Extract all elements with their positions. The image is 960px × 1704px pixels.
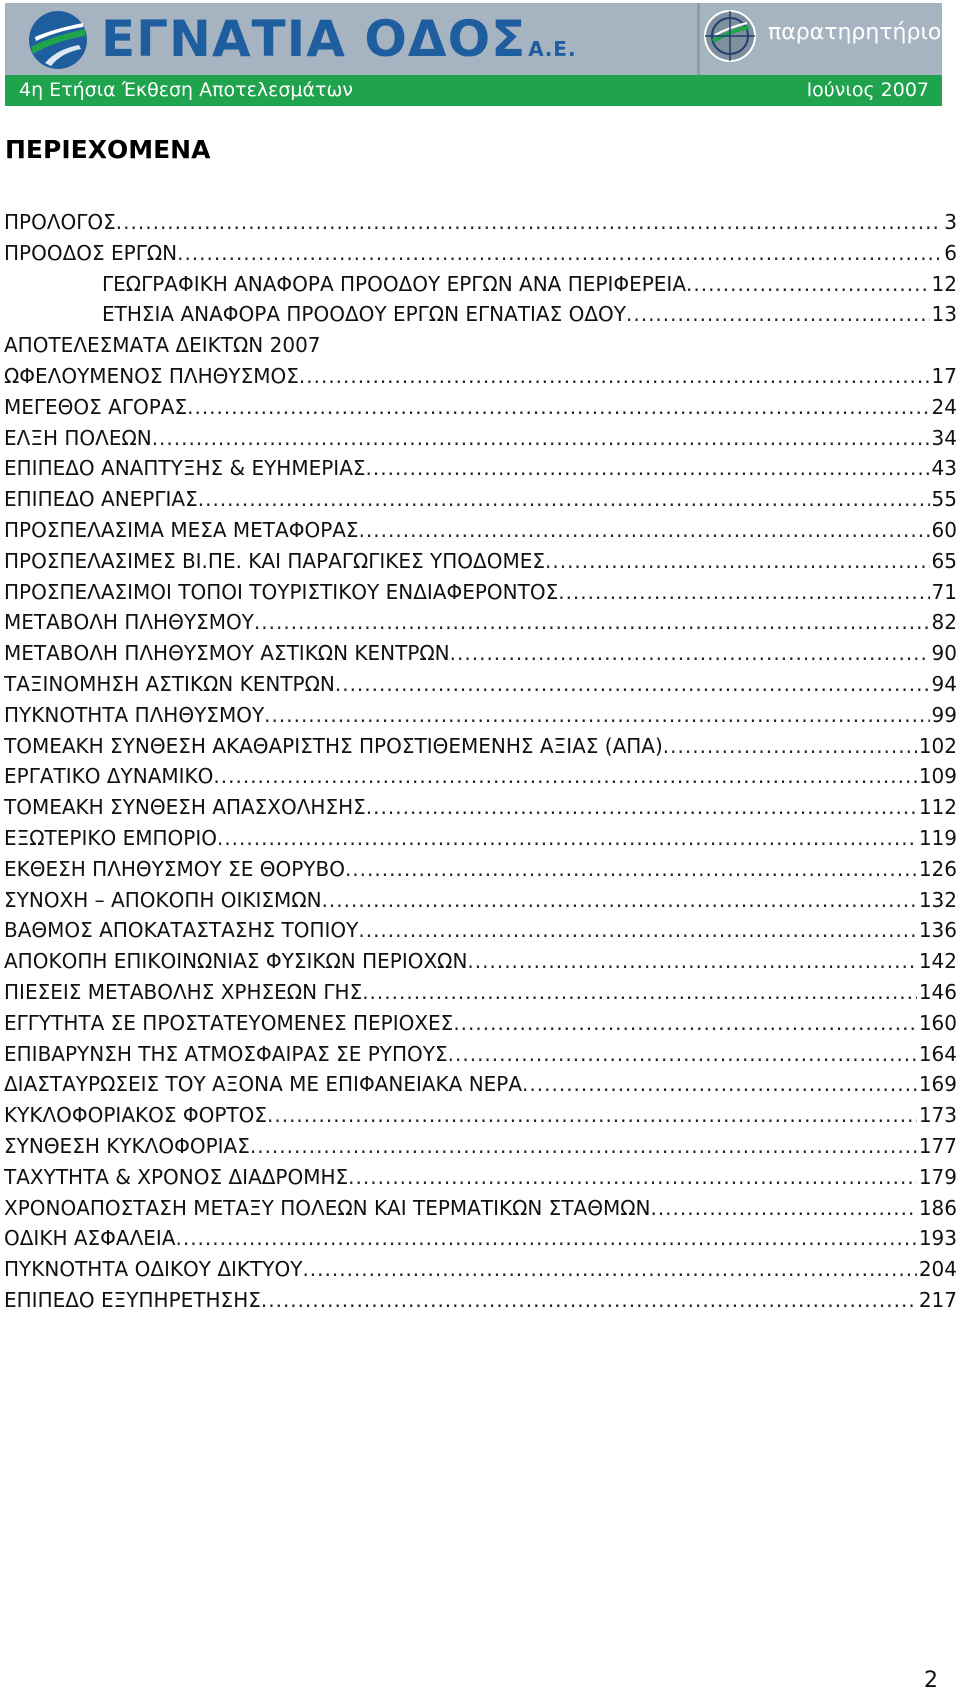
report-title: 4η Ετήσια Έκθεση Αποτελεσμάτων: [19, 79, 353, 101]
toc-entry[interactable]: [4, 452, 957, 485]
toc-entry-page: 90: [931, 641, 957, 666]
toc-entry[interactable]: [4, 791, 957, 824]
toc-entry-page: 24: [931, 394, 957, 419]
toc-entry-title: ΜΕΤΑΒΟΛΗ ΠΛΗΘΥΣΜΟΥ ΑΣΤΙΚΩΝ ΚΕΝΤΡΩΝ: [4, 641, 450, 666]
toc-entry[interactable]: [4, 914, 957, 947]
toc-dot-leader: [686, 268, 930, 301]
toc-dot-leader: [348, 1161, 917, 1194]
brand-name: ΕΓΝΑΤΙΑ ΟΔΟΣ Α.Ε.: [101, 10, 577, 68]
toc-entry-page: 169: [918, 1072, 957, 1097]
toc-dot-leader: [335, 668, 930, 701]
toc-entry-page: 177: [918, 1134, 957, 1158]
toc-entry-title: ΠΡΟΣΠΕΛΑΣΙΜΟΙ ΤΟΠΟΙ ΤΟΥΡΙΣΤΙΚΟΥ ΕΝΔΙΑΦΕΡΟΝΤΟΣ: [4, 579, 559, 604]
toc-entry-page: 204: [918, 1257, 957, 1282]
toc-dot-leader: [522, 1068, 917, 1101]
toc-entry-page: 65: [931, 548, 957, 573]
toc-entry-page: 82: [931, 610, 957, 635]
toc-entry[interactable]: [4, 206, 957, 239]
toc-dot-leader: [302, 1253, 916, 1286]
toc-entry-page: 43: [931, 456, 957, 481]
toc-entry[interactable]: [4, 1068, 957, 1101]
toc-entry-title: ΕΠΙΒΑΡΥΝΣΗ ΤΗΣ ΑΤΜΟΣΦΑΙΡΑΣ ΣΕ ΡΥΠΟΥΣ: [4, 1041, 448, 1066]
toc-entry[interactable]: [4, 483, 957, 516]
toc-entry-title: ΕΞΩΤΕΡΙΚΟ ΕΜΠΟΡΙΟ: [4, 826, 217, 850]
toc-entry[interactable]: [4, 1284, 957, 1317]
toc-dot-leader: [254, 606, 930, 639]
toc-entry-page: 186: [918, 1195, 957, 1220]
toc-entry-title: ΕΚΘΕΣΗ ΠΛΗΘΥΣΜΟΥ ΣΕ ΘΟΡΥΒΟ: [4, 856, 345, 881]
toc-entry[interactable]: [4, 1253, 957, 1286]
toc-entry-title: ΕΤΗΣΙΑ ΑΝΑΦΟΡΑ ΠΡΟΟΔΟΥ ΕΡΓΩΝ ΕΓΝΑΤΙΑΣ ΟΔΟΥ: [102, 302, 626, 327]
toc-entry[interactable]: [4, 545, 957, 578]
brand-suffix: Α.Ε.: [528, 37, 577, 61]
toc-entry-page: 99: [931, 702, 957, 727]
observatory-label: παρατηρητήριο: [768, 20, 942, 45]
toc-entry[interactable]: [102, 298, 957, 331]
toc-entry[interactable]: [4, 945, 957, 978]
toc-entry-title: ΠΙΕΣΕΙΣ ΜΕΤΑΒΟΛΗΣ ΧΡΗΣΕΩΝ ΓΗΣ: [4, 980, 363, 1004]
banner-top-band: [5, 3, 942, 75]
toc-entry[interactable]: [102, 268, 957, 301]
toc-entry-title: ΤΟΜΕΑΚΗ ΣΥΝΘΕΣΗ ΑΠΑΣΧΟΛΗΣΗΣ: [4, 795, 366, 820]
toc-entry-title: ΓΕΩΓΡΑΦΙΚΗ ΑΝΑΦΟΡΑ ΠΡΟΟΔΟΥ ΕΡΓΩΝ ΑΝΑ ΠΕΡΙΦΕΡΕΙΑ: [102, 271, 687, 296]
toc-entry-page: 6: [944, 240, 957, 265]
toc-entry-title: ΜΕΓΕΘΟΣ ΑΓΟΡΑΣ: [4, 394, 188, 419]
toc-entry-title: ΧΡΟΝΟΑΠΟΣΤΑΣΗ ΜΕΤΑΞΥ ΠΟΛΕΩΝ ΚΑΙ ΤΕΡΜΑΤΙΚΩΝ ΣΤΑΘΜΩΝ: [4, 1195, 651, 1220]
toc-entry-page: 55: [931, 487, 957, 512]
toc-entry-page: 193: [918, 1226, 957, 1251]
toc-entry-page: 179: [918, 1164, 957, 1189]
toc-entry-page: 60: [931, 518, 957, 542]
toc-dot-leader: [250, 1130, 917, 1163]
toc-dot-leader: [267, 1099, 917, 1132]
toc-entry-title: ΣΥΝΘΕΣΗ ΚΥΚΛΟΦΟΡΙΑΣ: [4, 1134, 250, 1158]
toc-entry-title: ΑΠΟΤΕΛΕΣΜΑΤΑ ΔΕΙΚΤΩΝ 2007: [4, 333, 321, 358]
toc-dot-leader: [650, 1192, 916, 1225]
toc-entry[interactable]: [4, 422, 957, 455]
header-divider: [697, 3, 700, 75]
toc-entry-page: 132: [918, 887, 957, 912]
toc-dot-leader: [261, 1284, 917, 1317]
toc-entry[interactable]: [4, 760, 957, 793]
toc-entry[interactable]: [4, 329, 957, 362]
toc-entry-page: 164: [918, 1041, 957, 1066]
toc-entry[interactable]: [4, 576, 957, 609]
toc-dot-leader: [322, 884, 917, 917]
toc-entry[interactable]: [4, 1161, 957, 1194]
toc-entry-title: ΕΡΓΑΤΙΚΟ ΔΥΝΑΜΙΚΟ: [4, 764, 214, 789]
toc-entry[interactable]: [4, 514, 957, 547]
toc-entry-title: ΜΕΤΑΒΟΛΗ ΠΛΗΘΥΣΜΟΥ: [4, 610, 254, 635]
toc-entry[interactable]: [4, 360, 957, 393]
toc-dot-leader: [264, 699, 929, 732]
toc-entry-page: 34: [931, 425, 957, 450]
toc-entry[interactable]: [4, 976, 957, 1009]
toc-entry-title: ΤΟΜΕΑΚΗ ΣΥΝΘΕΣΗ ΑΚΑΘΑΡΙΣΤΗΣ ΠΡΟΣΤΙΘΕΜΕΝΗΣ ΑΞΙΑΣ (ΑΠΑ): [4, 733, 663, 758]
toc-entry[interactable]: [4, 730, 957, 763]
toc-dot-leader: [345, 853, 917, 886]
toc-entry[interactable]: [4, 1192, 957, 1225]
toc-entry-page: 146: [918, 980, 957, 1004]
toc-entry[interactable]: [4, 637, 957, 670]
toc-entry[interactable]: [4, 853, 957, 886]
toc-entry-page: 136: [918, 918, 957, 943]
toc-entry-title: ΕΓΓΥΤΗΤΑ ΣΕ ΠΡΟΣΤΑΤΕΥΟΜΕΝΕΣ ΠΕΡΙΟΧΕΣ: [4, 1010, 454, 1035]
toc-dot-leader: [198, 483, 930, 516]
toc-entry[interactable]: [4, 1099, 957, 1132]
toc-dot-leader: [299, 360, 930, 393]
toc-entry-title: ΠΡΟΛΟΓΟΣ: [4, 210, 116, 234]
toc-dot-leader: [450, 637, 930, 670]
toc-entry[interactable]: [4, 237, 957, 270]
toc-dot-leader: [366, 791, 917, 824]
toc-entry[interactable]: [4, 1038, 957, 1071]
toc-dot-leader: [152, 422, 930, 455]
toc-entry[interactable]: [4, 606, 957, 639]
toc-dot-leader: [366, 452, 930, 485]
toc-entry[interactable]: [4, 668, 957, 701]
toc-dot-leader: [448, 1038, 917, 1071]
toc-entry-title: ΠΡΟΟΔΟΣ ΕΡΓΩΝ: [4, 240, 178, 265]
toc-entry[interactable]: [4, 884, 957, 917]
toc-entry-title: ΒΑΘΜΟΣ ΑΠΟΚΑΤΑΣΤΑΣΗΣ ΤΟΠΙΟΥ: [4, 918, 359, 943]
toc-entry-title: ΠΥΚΝΟΤΗΤΑ ΟΔΙΚΟΥ ΔΙΚΤΥΟΥ: [4, 1257, 303, 1282]
toc-entry-title: ΟΔΙΚΗ ΑΣΦΑΛΕΙΑ: [4, 1226, 176, 1251]
toc-entry[interactable]: [4, 699, 957, 732]
toc-entry-title: ΤΑΞΙΝΟΜΗΣΗ ΑΣΤΙΚΩΝ ΚΕΝΤΡΩΝ: [4, 672, 335, 696]
toc-dot-leader: [213, 760, 916, 793]
page-number: 2: [924, 1668, 938, 1693]
toc-dot-leader: [175, 1222, 916, 1255]
toc-entry-title: ΠΡΟΣΠΕΛΑΣΙΜΕΣ ΒΙ.ΠΕ. ΚΑΙ ΠΑΡΑΓΩΓΙΚΕΣ ΥΠΟΔΟΜΕΣ: [4, 548, 545, 573]
toc-entry[interactable]: [4, 1007, 957, 1040]
toc-dot-leader: [453, 1007, 917, 1040]
toc-dot-leader: [187, 391, 929, 424]
toc-entry-page: 109: [918, 764, 957, 789]
toc-dot-leader: [558, 576, 929, 609]
toc-entry-page: 119: [918, 826, 957, 850]
toc-dot-leader: [362, 976, 917, 1009]
toc-entry[interactable]: [4, 1222, 957, 1255]
toc-dot-leader: [358, 914, 916, 947]
toc-entry-page: 3: [944, 210, 957, 234]
header-banner: [5, 3, 942, 106]
toc-dot-leader: [663, 730, 917, 763]
egnatia-road-logo-icon: [27, 9, 89, 71]
toc-entry-title: ΔΙΑΣΤΑΥΡΩΣΕΙΣ ΤΟΥ ΑΞΟΝΑ ΜΕ ΕΠΙΦΑΝΕΙΑΚΑ ΝΕΡΑ: [4, 1072, 523, 1097]
toc-entry-title: ΕΠΙΠΕΔΟ ΑΝΕΡΓΙΑΣ: [4, 487, 198, 512]
toc-entry-page: 126: [918, 856, 957, 881]
toc-entry-page: 102: [918, 733, 957, 758]
toc-entry-title: ΣΥΝΟΧΗ – ΑΠΟΚΟΠΗ ΟΙΚΙΣΜΩΝ: [4, 887, 322, 912]
toc-dot-leader: [626, 298, 930, 331]
toc-entry-page: 142: [918, 949, 957, 974]
toc-entry-title: ΠΡΟΣΠΕΛΑΣΙΜΑ ΜΕΣΑ ΜΕΤΑΦΟΡΑΣ: [4, 518, 359, 542]
toc-entry-page: 94: [931, 672, 957, 696]
contents-heading: ΠΕΡΙΕΧΟΜΕΝΑ: [5, 135, 211, 164]
toc-dot-leader: [217, 822, 917, 855]
report-date: Ιούνιος 2007: [806, 79, 929, 101]
toc-entry[interactable]: [4, 391, 957, 424]
toc-entry-title: ΕΛΞΗ ΠΟΛΕΩΝ: [4, 425, 152, 450]
toc-entry-page: 217: [918, 1288, 957, 1312]
toc-dot-leader: [467, 945, 916, 978]
toc-entry-title: ΚΥΚΛΟΦΟΡΙΑΚΟΣ ΦΟΡΤΟΣ: [4, 1103, 267, 1128]
toc-entry-page: 112: [918, 795, 957, 820]
toc-entry-title: ΩΦΕΛΟΥΜΕΝΟΣ ΠΛΗΘΥΣΜΟΣ: [4, 364, 299, 388]
toc-entry[interactable]: [4, 1130, 957, 1163]
toc-entry-page: 160: [918, 1010, 957, 1035]
toc-entry-page: 12: [931, 271, 957, 296]
toc-entry-title: ΕΠΙΠΕΔΟ ΕΞΥΠΗΡΕΤΗΣΗΣ: [4, 1288, 261, 1312]
toc-entry-title: ΕΠΙΠΕΔΟ ΑΝΑΠΤΥΞΗΣ & ΕΥΗΜΕΡΙΑΣ: [4, 456, 366, 481]
toc-dot-leader: [359, 514, 930, 547]
toc-entry-page: 71: [931, 579, 957, 604]
toc-dot-leader: [116, 206, 942, 239]
observatory-globe-icon: [703, 9, 757, 63]
toc-entry-page: 17: [931, 364, 957, 388]
toc-entry-page: 173: [918, 1103, 957, 1128]
toc-entry-title: ΤΑΧΥΤΗΤΑ & ΧΡΟΝΟΣ ΔΙΑΔΡΟΜΗΣ: [4, 1164, 349, 1189]
toc-entry[interactable]: [4, 822, 957, 855]
toc-dot-leader: [545, 545, 930, 578]
toc-entry-title: ΠΥΚΝΟΤΗΤΑ ΠΛΗΘΥΣΜΟΥ: [4, 702, 265, 727]
toc-entry-page: 13: [931, 302, 957, 327]
toc-dot-leader: [177, 237, 942, 270]
toc-entry-title: ΑΠΟΚΟΠΗ ΕΠΙΚΟΙΝΩΝΙΑΣ ΦΥΣΙΚΩΝ ΠΕΡΙΟΧΩΝ: [4, 949, 468, 974]
